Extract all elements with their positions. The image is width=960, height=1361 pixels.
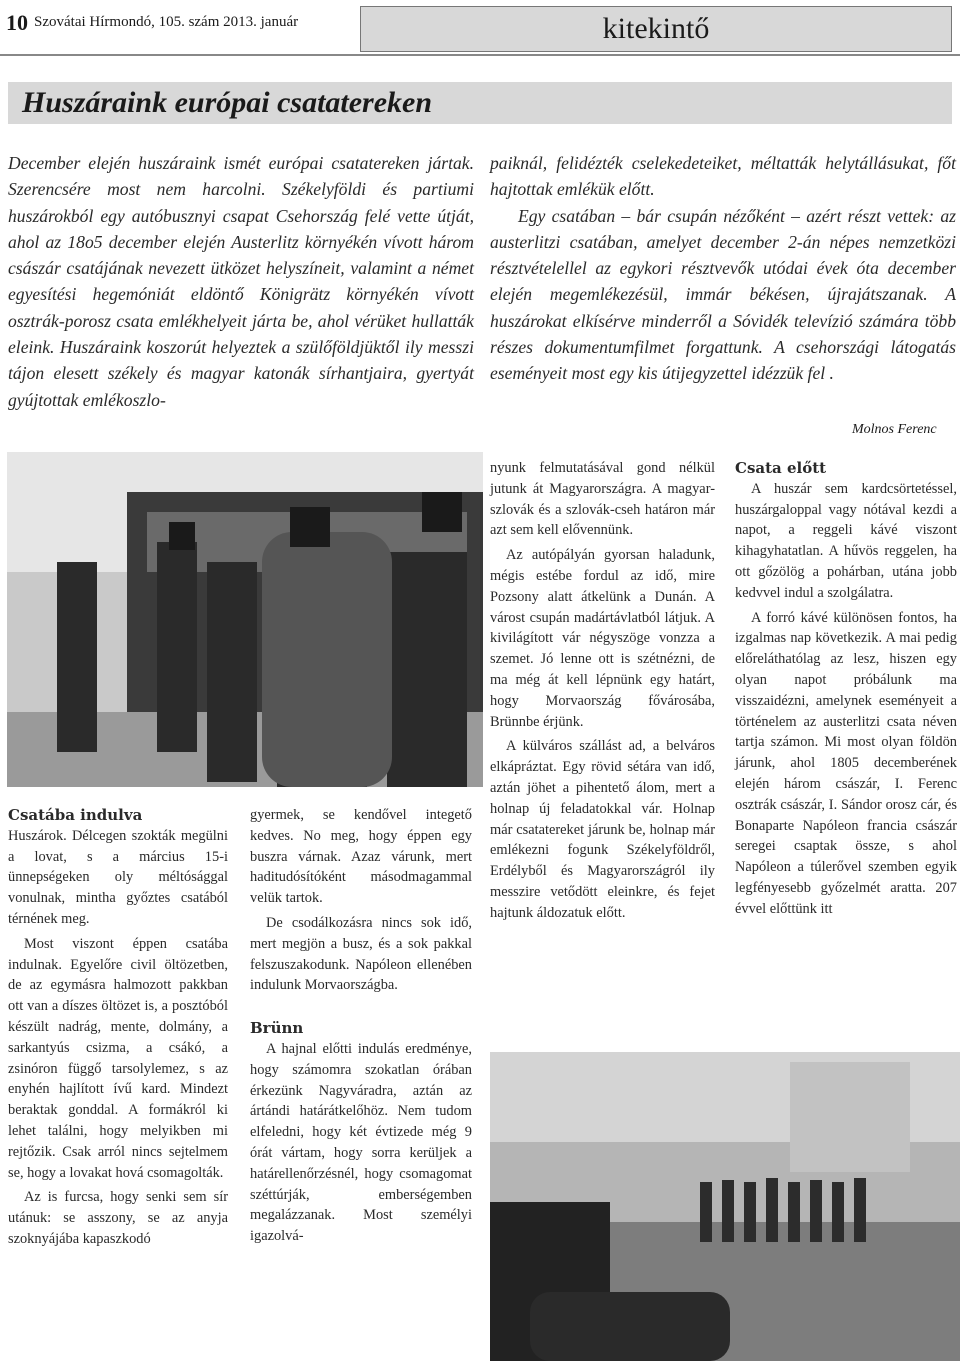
col2-heading: Brünn: [250, 1019, 304, 1038]
col3-paragraph-2: Az autópályán gyorsan haladunk, mégis estébe fordul az idő, mire Pozsony alatt átkelünk a Dunán. A várost csupán madártávlatból látjuk. A kivilágított vár négyszöge vonzza a szemet. Jó lenne ott is szétnézni, de ma még át kell lépnünk egy határt, hogy Morvaország fővárosába, Brünnbe érjünk.: [490, 547, 715, 730]
col2-paragraph-3: A hajnal előtti indulás eredménye, hogy számomra szokatlan órában érkezünk Nagyváradra, aztán az ártándi határátkelőhöz. Nem tudom elfeledni, hogy két évtizede még 9 órát vártam, hogy sorra kerüljek a határellenőrzésnél, hogy csomagomat széttúrják, emberségemben megalázzanak. Most személyi igazolvá-: [250, 1040, 472, 1245]
photo-hussars-by-bus-image: [7, 452, 483, 787]
intro-left-text: December elején huszáraink ismét európai csatatereken jártak. Szerencsére most nem harcolni. Székelyföldi és partiumi huszárokból egy autóbusznyi csapat Csehország felé vette útját, ahol az 18o5 december elején Austerlitz környékén vívott három császár csatájának nevezett ütközet helyszíneit, valamint a német egyesítési hegemóniát eldöntő Königrätz környékén vívott osztrák-porosz csata emlékhelyeit járta be, ahol vérüket hullatták eleink. Huszáraink koszorút helyeztek a szülőföldjüktől ily messzi tájon elesett székely és magyar katonák sírhantjaira, gyertyát gyújtottak emlékoszlo-: [8, 153, 474, 410]
header-divider: [0, 54, 960, 56]
column-2: [250, 805, 472, 1251]
intro-right-text-1: paiknál, felidézték cselekedeteiket, méltatták helytállásukat, főt hajtottak emlékük előtt.: [490, 153, 956, 200]
intro-right-text-2: Egy csatában – bár csupán nézőként – azért részt vettek: az austerlitzi csatában, amelyet december 2-án népes nemzetközi résztvételellel az egykori résztvevők utódai évek óta december elején megemlékezésül, immár békésen, újrajátszanak. A huszárokat elkísérve minderről a Sóvidék televízió számára több részes dokumentumfilmet forgattunk. A csehországi látogatás eseményeit most egy kis útijegyzettel idézzük fel .: [490, 205, 956, 384]
col2-paragraph-1: gyermek, se kendővel integető kedves. No meg, hogy éppen egy buszra várnak. Azaz várunk, mert haditudósítóként másodmagammal velük tartok.: [250, 807, 472, 907]
column-3: [490, 458, 715, 928]
col4-heading: Csata előtt: [735, 459, 827, 477]
col2-paragraph-2: De csodálkozásra nincs sok idő, mert megjön a busz, és a sok pakkal felszuszakodunk. Napóleon ellenében indulunk Morvaországba.: [250, 914, 472, 994]
photo-hussar-ceremony: [490, 1052, 960, 1361]
author-name: Molnos Ferenc: [852, 422, 937, 437]
section-label: kitekintő: [360, 6, 952, 52]
col1-heading: Csatába indulva: [8, 806, 143, 824]
page-number: 10: [6, 10, 28, 35]
col3-paragraph-1: nyunk felmutatásával gond nélkül jutunk át Magyarországra. A magyar-szlovák és a szlovák-cseh határon már azt sem kell elővennünk.: [490, 460, 715, 539]
column-4: [735, 458, 957, 924]
col1-paragraph-3: Az is furcsa, hogy senki sem sír utánuk: se asszony, se az anyja szoknyájába kapaszkodó: [8, 1189, 228, 1247]
publication-info: Szovátai Hírmondó, 105. szám 2013. január: [34, 14, 299, 30]
photo-hussars-by-bus: [7, 452, 483, 787]
intro-right: [490, 150, 956, 387]
article-title: Huszáraink európai csatatereken: [22, 86, 433, 119]
col1-paragraph-2: Most viszont éppen csatába indulnak. Egyelőre civil öltözetben, de az egymásra halmozott pakkban ott van a díszes öltözet is, a posztóból készült nadrág, mente, dolmány, a sarkantyús csizma, a csákó, a zsinóron függő tarsolylemez, s az enyhén hajlított ívű kard. Mindezt beraktak gonddal. A formákról ki lehet találni, hogy melyikben mi rejtőzik. Csak arról nincs sejtelmem se, hogy a lovakat hová csomagolták.: [8, 935, 228, 1181]
col4-paragraph-1: A huszár sem kardcsörtetéssel, huszárgaloppal vagy nótával kezdi a napot, a reggeli kávé viszont kihagyhatatlan. A hűvös reggelen, ha ott gőzölög a pohárban, utána jobb kedvvel indul a szolgálatra.: [735, 480, 957, 601]
column-1: [8, 805, 228, 1254]
col4-paragraph-2: A forró kávé különösen fontos, ha izgalmas nap következik. A mai pedig előreláthatólag az lesz, hiszen egy olyan napot próbálunk ma visszaidézni, amelynek eseményeit a történelem az austerlitzi csata néven tartja számon. Mi most olyan földön járunk, ahol 1805 decemberének elején három császár, I. Ferenc osztrák császár, I. Sándor orosz cár, és Bonaparte Napóleon francia császár seregei csaptak össze, s ahol Napóleon a túlerővel szemben egyik legfényesebb győzelmét aratta. 207 évvel előttünk itt: [735, 609, 957, 917]
intro-left: [8, 150, 474, 413]
col3-paragraph-3: A külváros szállást ad, a belváros elkápráztat. Egy rövid sétára van idő, aztán jöhet a pihentető álom, mert a holnap új feladatokkal vár. Holnap már csatatereket járunk be, holnap már emlékezni fogunk Székelyföldről, Erdélyből és Magyarországról ily messzire vetődött eleinkre, és fejet hajtunk áldozatuk előtt.: [490, 738, 715, 921]
photo-hussar-ceremony-image: [490, 1052, 960, 1361]
col1-paragraph-1: Huszárok. Délcegen szokták megülni a lovat, s a március 15-i ünnepségeken oly méltósággal vonulnak, mintha győztes csatából térnének meg.: [8, 827, 228, 927]
